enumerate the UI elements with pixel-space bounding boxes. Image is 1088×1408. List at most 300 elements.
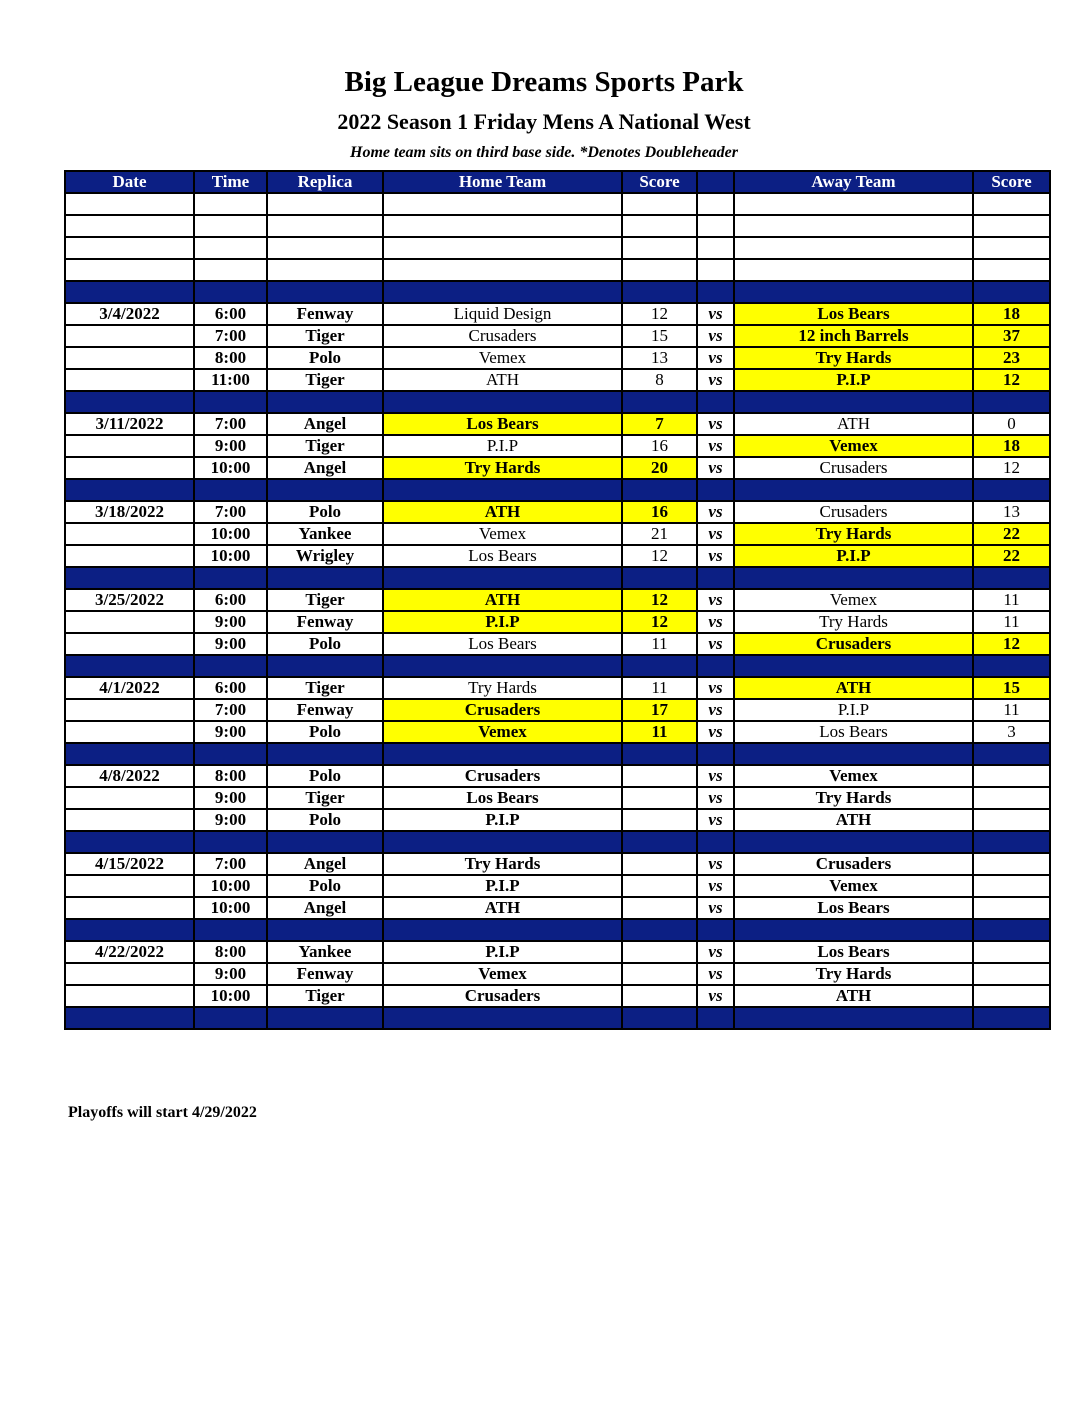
empty-cell xyxy=(622,567,697,589)
empty-cell xyxy=(697,567,734,589)
vs-label: vs xyxy=(697,435,734,457)
empty-cell xyxy=(973,919,1050,941)
vs-label: vs xyxy=(697,457,734,479)
empty-cell xyxy=(267,831,383,853)
game-field: Tiger xyxy=(267,589,383,611)
home-team: ATH xyxy=(383,589,622,611)
game-date xyxy=(65,721,194,743)
col-date: Date xyxy=(65,171,194,193)
away-team: Try Hards xyxy=(734,523,973,545)
game-field: Polo xyxy=(267,721,383,743)
away-score: 0 xyxy=(973,413,1050,435)
away-score: 23 xyxy=(973,347,1050,369)
blank-row xyxy=(65,259,1050,281)
empty-cell xyxy=(194,479,267,501)
separator-band xyxy=(65,655,1050,677)
away-team: Los Bears xyxy=(734,897,973,919)
game-date xyxy=(65,875,194,897)
game-time: 7:00 xyxy=(194,699,267,721)
away-score: 18 xyxy=(973,435,1050,457)
home-score: 11 xyxy=(622,677,697,699)
away-score: 22 xyxy=(973,545,1050,567)
separator-band xyxy=(65,567,1050,589)
empty-cell xyxy=(383,479,622,501)
game-date xyxy=(65,809,194,831)
game-time: 7:00 xyxy=(194,501,267,523)
away-score: 3 xyxy=(973,721,1050,743)
empty-cell xyxy=(973,831,1050,853)
vs-label: vs xyxy=(697,875,734,897)
blank-row xyxy=(65,215,1050,237)
empty-cell xyxy=(383,1007,622,1029)
empty-cell xyxy=(973,391,1050,413)
vs-label: vs xyxy=(697,699,734,721)
game-time: 10:00 xyxy=(194,897,267,919)
home-team: Vemex xyxy=(383,523,622,545)
home-team: Liquid Design xyxy=(383,303,622,325)
game-time: 9:00 xyxy=(194,435,267,457)
empty-cell xyxy=(697,193,734,215)
away-score xyxy=(973,875,1050,897)
home-score: 15 xyxy=(622,325,697,347)
away-score: 12 xyxy=(973,369,1050,391)
vs-label: vs xyxy=(697,325,734,347)
away-team: Try Hards xyxy=(734,963,973,985)
empty-cell xyxy=(697,237,734,259)
empty-cell xyxy=(697,655,734,677)
game-row xyxy=(65,589,1050,611)
game-row xyxy=(65,611,1050,633)
home-team: Crusaders xyxy=(383,985,622,1007)
schedule-table xyxy=(64,170,1051,1030)
game-field: Tiger xyxy=(267,435,383,457)
game-time: 9:00 xyxy=(194,963,267,985)
home-score: 21 xyxy=(622,523,697,545)
empty-cell xyxy=(973,281,1050,303)
game-time: 7:00 xyxy=(194,853,267,875)
away-score: 11 xyxy=(973,589,1050,611)
game-time: 6:00 xyxy=(194,303,267,325)
game-row xyxy=(65,787,1050,809)
game-row xyxy=(65,853,1050,875)
home-score: 12 xyxy=(622,611,697,633)
home-team: P.I.P xyxy=(383,611,622,633)
vs-label: vs xyxy=(697,985,734,1007)
empty-cell xyxy=(194,193,267,215)
game-row xyxy=(65,303,1050,325)
game-row xyxy=(65,699,1050,721)
game-field: Tiger xyxy=(267,985,383,1007)
empty-cell xyxy=(622,831,697,853)
game-row xyxy=(65,633,1050,655)
empty-cell xyxy=(65,479,194,501)
away-team: P.I.P xyxy=(734,699,973,721)
game-row xyxy=(65,765,1050,787)
away-team: Los Bears xyxy=(734,941,973,963)
away-score xyxy=(973,809,1050,831)
empty-cell xyxy=(65,237,194,259)
game-time: 9:00 xyxy=(194,633,267,655)
home-team: Vemex xyxy=(383,721,622,743)
empty-cell xyxy=(65,655,194,677)
vs-label: vs xyxy=(697,853,734,875)
home-team: P.I.P xyxy=(383,941,622,963)
home-team: Crusaders xyxy=(383,699,622,721)
empty-cell xyxy=(194,567,267,589)
playoffs-note: Playoffs will start 4/29/2022 xyxy=(68,1104,257,1121)
vs-label: vs xyxy=(697,347,734,369)
game-date xyxy=(65,435,194,457)
away-score: 12 xyxy=(973,457,1050,479)
away-team: Los Bears xyxy=(734,721,973,743)
blank-row xyxy=(65,237,1050,259)
home-score: 11 xyxy=(622,633,697,655)
game-row xyxy=(65,809,1050,831)
game-row xyxy=(65,435,1050,457)
away-score: 11 xyxy=(973,611,1050,633)
away-score: 15 xyxy=(973,677,1050,699)
game-field: Fenway xyxy=(267,611,383,633)
empty-cell xyxy=(622,259,697,281)
empty-cell xyxy=(65,919,194,941)
empty-cell xyxy=(194,215,267,237)
empty-cell xyxy=(622,479,697,501)
game-row xyxy=(65,501,1050,523)
game-date: 3/18/2022 xyxy=(65,501,194,523)
empty-cell xyxy=(734,1007,973,1029)
home-score xyxy=(622,897,697,919)
empty-cell xyxy=(65,193,194,215)
home-team: Try Hards xyxy=(383,457,622,479)
home-score xyxy=(622,765,697,787)
separator-band xyxy=(65,479,1050,501)
empty-cell xyxy=(622,237,697,259)
vs-label: vs xyxy=(697,303,734,325)
empty-cell xyxy=(383,193,622,215)
game-time: 10:00 xyxy=(194,875,267,897)
empty-cell xyxy=(383,391,622,413)
game-field: Yankee xyxy=(267,941,383,963)
empty-cell xyxy=(734,655,973,677)
home-score: 11 xyxy=(622,721,697,743)
away-team: Crusaders xyxy=(734,501,973,523)
empty-cell xyxy=(697,281,734,303)
game-field: Fenway xyxy=(267,699,383,721)
home-team: Try Hards xyxy=(383,677,622,699)
empty-cell xyxy=(622,1007,697,1029)
game-field: Fenway xyxy=(267,303,383,325)
empty-cell xyxy=(734,281,973,303)
empty-cell xyxy=(697,919,734,941)
vs-label: vs xyxy=(697,809,734,831)
away-team: P.I.P xyxy=(734,369,973,391)
col-home-team: Home Team xyxy=(383,171,622,193)
home-team: Los Bears xyxy=(383,545,622,567)
home-team: Try Hards xyxy=(383,853,622,875)
game-date xyxy=(65,347,194,369)
game-row xyxy=(65,347,1050,369)
game-time: 9:00 xyxy=(194,611,267,633)
away-team: ATH xyxy=(734,985,973,1007)
col-vs xyxy=(697,171,734,193)
game-row xyxy=(65,897,1050,919)
away-score xyxy=(973,787,1050,809)
game-time: 8:00 xyxy=(194,347,267,369)
empty-cell xyxy=(383,215,622,237)
home-score xyxy=(622,853,697,875)
empty-cell xyxy=(267,259,383,281)
away-team: Try Hards xyxy=(734,347,973,369)
game-time: 10:00 xyxy=(194,985,267,1007)
empty-cell xyxy=(734,237,973,259)
separator-band xyxy=(65,743,1050,765)
home-team: Los Bears xyxy=(383,633,622,655)
game-date: 4/8/2022 xyxy=(65,765,194,787)
empty-cell xyxy=(734,479,973,501)
away-score xyxy=(973,941,1050,963)
blank-row xyxy=(65,193,1050,215)
empty-cell xyxy=(383,567,622,589)
schedule-body xyxy=(65,193,1050,1029)
away-score: 18 xyxy=(973,303,1050,325)
empty-cell xyxy=(267,237,383,259)
separator-band xyxy=(65,831,1050,853)
home-team: Los Bears xyxy=(383,787,622,809)
empty-cell xyxy=(267,479,383,501)
home-score: 12 xyxy=(622,303,697,325)
away-team: Vemex xyxy=(734,589,973,611)
game-date: 3/4/2022 xyxy=(65,303,194,325)
empty-cell xyxy=(267,567,383,589)
separator-band xyxy=(65,281,1050,303)
vs-label: vs xyxy=(697,765,734,787)
vs-label: vs xyxy=(697,677,734,699)
home-score: 16 xyxy=(622,501,697,523)
empty-cell xyxy=(267,193,383,215)
home-team: Los Bears xyxy=(383,413,622,435)
schedule-note: Home team sits on third base side. *Denotes Doubleheader xyxy=(350,144,738,161)
vs-label: vs xyxy=(697,545,734,567)
home-team: ATH xyxy=(383,897,622,919)
empty-cell xyxy=(65,281,194,303)
empty-cell xyxy=(65,743,194,765)
game-time: 6:00 xyxy=(194,677,267,699)
away-score xyxy=(973,985,1050,1007)
home-team: ATH xyxy=(383,501,622,523)
game-date xyxy=(65,633,194,655)
empty-cell xyxy=(622,193,697,215)
empty-cell xyxy=(734,567,973,589)
game-time: 10:00 xyxy=(194,545,267,567)
empty-cell xyxy=(973,193,1050,215)
game-time: 7:00 xyxy=(194,413,267,435)
park-title: Big League Dreams Sports Park xyxy=(344,66,744,98)
away-team: Try Hards xyxy=(734,787,973,809)
game-date: 4/22/2022 xyxy=(65,941,194,963)
game-field: Angel xyxy=(267,853,383,875)
game-date xyxy=(65,325,194,347)
game-field: Tiger xyxy=(267,369,383,391)
empty-cell xyxy=(973,743,1050,765)
game-date xyxy=(65,523,194,545)
empty-cell xyxy=(267,743,383,765)
empty-cell xyxy=(697,1007,734,1029)
empty-cell xyxy=(697,479,734,501)
game-time: 10:00 xyxy=(194,523,267,545)
empty-cell xyxy=(734,193,973,215)
home-score xyxy=(622,941,697,963)
game-time: 9:00 xyxy=(194,809,267,831)
empty-cell xyxy=(973,567,1050,589)
game-row xyxy=(65,941,1050,963)
home-score: 16 xyxy=(622,435,697,457)
home-team: Crusaders xyxy=(383,765,622,787)
away-score xyxy=(973,765,1050,787)
away-score: 22 xyxy=(973,523,1050,545)
game-row xyxy=(65,721,1050,743)
home-team: P.I.P xyxy=(383,809,622,831)
empty-cell xyxy=(697,831,734,853)
game-field: Polo xyxy=(267,347,383,369)
home-score: 12 xyxy=(622,545,697,567)
away-team: Try Hards xyxy=(734,611,973,633)
vs-label: vs xyxy=(697,897,734,919)
home-score xyxy=(622,787,697,809)
vs-label: vs xyxy=(697,963,734,985)
game-date xyxy=(65,545,194,567)
league-title: 2022 Season 1 Friday Mens A National West xyxy=(337,109,751,134)
home-score xyxy=(622,985,697,1007)
game-field: Fenway xyxy=(267,963,383,985)
empty-cell xyxy=(383,237,622,259)
empty-cell xyxy=(267,655,383,677)
empty-cell xyxy=(65,1007,194,1029)
game-field: Tiger xyxy=(267,677,383,699)
game-date xyxy=(65,985,194,1007)
empty-cell xyxy=(194,391,267,413)
game-field: Angel xyxy=(267,897,383,919)
empty-cell xyxy=(734,215,973,237)
empty-cell xyxy=(65,215,194,237)
empty-cell xyxy=(194,281,267,303)
home-score: 7 xyxy=(622,413,697,435)
empty-cell xyxy=(65,391,194,413)
vs-label: vs xyxy=(697,611,734,633)
empty-cell xyxy=(697,743,734,765)
empty-cell xyxy=(65,259,194,281)
vs-label: vs xyxy=(697,589,734,611)
game-date xyxy=(65,787,194,809)
away-team: Crusaders xyxy=(734,457,973,479)
away-team: Vemex xyxy=(734,435,973,457)
home-score: 13 xyxy=(622,347,697,369)
game-row xyxy=(65,325,1050,347)
empty-cell xyxy=(973,479,1050,501)
game-time: 11:00 xyxy=(194,369,267,391)
home-score xyxy=(622,963,697,985)
game-row xyxy=(65,545,1050,567)
game-field: Polo xyxy=(267,809,383,831)
away-score: 11 xyxy=(973,699,1050,721)
col-replica: Replica xyxy=(267,171,383,193)
game-date xyxy=(65,457,194,479)
game-date xyxy=(65,699,194,721)
home-score: 12 xyxy=(622,589,697,611)
game-time: 9:00 xyxy=(194,721,267,743)
home-team: Vemex xyxy=(383,963,622,985)
empty-cell xyxy=(383,655,622,677)
game-time: 8:00 xyxy=(194,765,267,787)
empty-cell xyxy=(697,259,734,281)
game-field: Polo xyxy=(267,765,383,787)
game-date xyxy=(65,897,194,919)
empty-cell xyxy=(973,259,1050,281)
col-away-team: Away Team xyxy=(734,171,973,193)
home-team: P.I.P xyxy=(383,875,622,897)
home-team: Vemex xyxy=(383,347,622,369)
away-team: ATH xyxy=(734,677,973,699)
away-team: ATH xyxy=(734,413,973,435)
separator-band xyxy=(65,919,1050,941)
col-away-score: Score xyxy=(973,171,1050,193)
away-team: Los Bears xyxy=(734,303,973,325)
game-field: Angel xyxy=(267,457,383,479)
empty-cell xyxy=(383,831,622,853)
game-date: 4/15/2022 xyxy=(65,853,194,875)
vs-label: vs xyxy=(697,413,734,435)
vs-label: vs xyxy=(697,523,734,545)
separator-band xyxy=(65,391,1050,413)
empty-cell xyxy=(697,215,734,237)
empty-cell xyxy=(267,391,383,413)
game-date xyxy=(65,369,194,391)
away-score: 13 xyxy=(973,501,1050,523)
home-score xyxy=(622,809,697,831)
game-field: Polo xyxy=(267,633,383,655)
home-score: 8 xyxy=(622,369,697,391)
empty-cell xyxy=(194,831,267,853)
empty-cell xyxy=(267,919,383,941)
away-team: 12 inch Barrels xyxy=(734,325,973,347)
home-team: P.I.P xyxy=(383,435,622,457)
game-field: Polo xyxy=(267,501,383,523)
game-row xyxy=(65,963,1050,985)
vs-label: vs xyxy=(697,501,734,523)
empty-cell xyxy=(194,237,267,259)
empty-cell xyxy=(194,919,267,941)
empty-cell xyxy=(622,281,697,303)
empty-cell xyxy=(622,743,697,765)
game-time: 7:00 xyxy=(194,325,267,347)
empty-cell xyxy=(734,743,973,765)
home-score: 20 xyxy=(622,457,697,479)
empty-cell xyxy=(267,215,383,237)
empty-cell xyxy=(267,281,383,303)
game-date: 3/11/2022 xyxy=(65,413,194,435)
game-date: 3/25/2022 xyxy=(65,589,194,611)
empty-cell xyxy=(383,919,622,941)
away-team: ATH xyxy=(734,809,973,831)
home-score: 17 xyxy=(622,699,697,721)
vs-label: vs xyxy=(697,941,734,963)
game-field: Tiger xyxy=(267,787,383,809)
game-time: 6:00 xyxy=(194,589,267,611)
empty-cell xyxy=(973,237,1050,259)
empty-cell xyxy=(383,743,622,765)
game-date: 4/1/2022 xyxy=(65,677,194,699)
game-row xyxy=(65,523,1050,545)
away-score xyxy=(973,897,1050,919)
